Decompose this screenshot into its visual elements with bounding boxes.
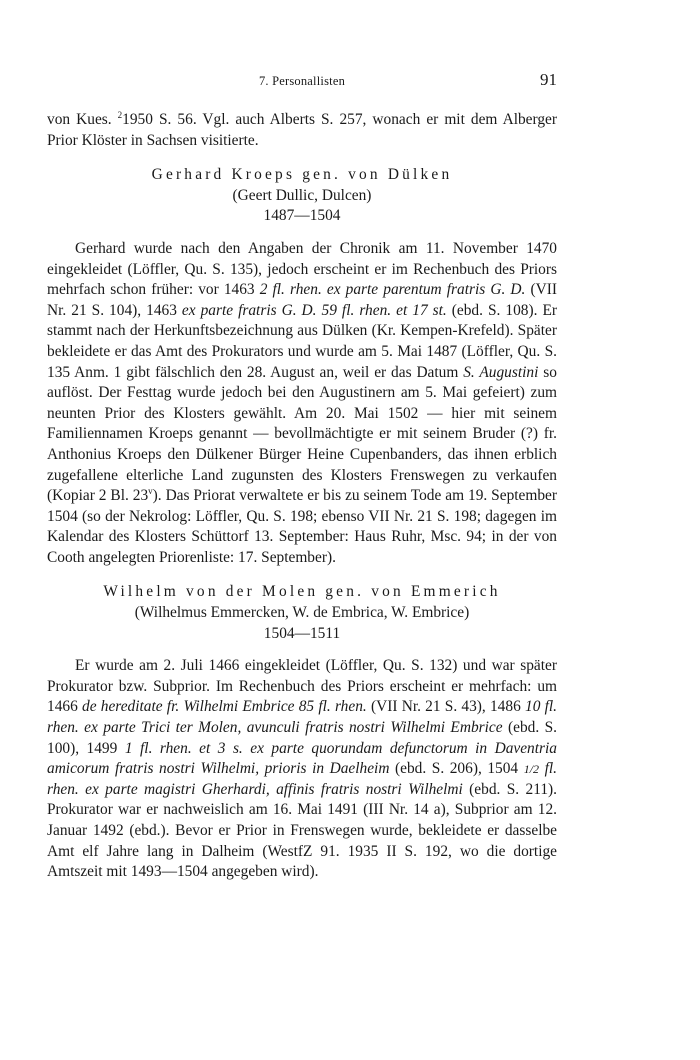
page-number: 91 xyxy=(540,70,557,89)
entry-name: Wilhelm von der Molen gen. von Emmerich xyxy=(103,583,501,601)
running-title: 7. Personallisten xyxy=(258,74,346,88)
entry-heading-wilhelm xyxy=(47,582,557,644)
entry-name-variants: (Geert Dullic, Dulcen) xyxy=(232,186,372,204)
entry-name-variants: (Wilhelmus Emmercken, W. de Embrica, W. Embrice) xyxy=(134,604,470,622)
entry-years: 1504—1511 xyxy=(263,624,341,642)
entry-text-gerhard: Gerhard wurde nach den Angaben der Chronik am 11. November 1470 eingekleidet (Löffler, Qu. S. 135), jedoch erscheint er im Rechenbuch des Priors mehrfach schon früher: vor 1463 2 fl. rhen. ex parte parentum fratris G. D. (VII Nr. 21 S. 104), 1463 ex parte fratris G. D. 59 fl. rhen. et 17 st. (ebd. S. 108). Er stammt nach der Herkunftsbezeichnung aus Dülken (Kr. Kempen-Krefeld). Später bekleidete er das Amt des Prokurators und wurde am 5. Mai 1487 (Löffler, Qu. S. 135 Anm. 1 gibt fälschlich den 28. August an, weil er das Datum S. Augustini so auflöst. Der Festtag wurde jedoch bei den Augustinern am 5. Mai gefeiert) zum neunten Prior des Klosters gewählt. Am 20. Mai 1502 — hier mit seinem Familiennamen Kroeps genannt — bevollmächtigte er mit seinem Bruder (?) fr. Anthonius Kroeps den Dülkener Bürger Heine Cupenbanders, das ihnen erblich zugefallene elterliche Land zugunsten des Klosters Frenswegen zu verkaufen (Kopiar 2 Bl. 23$^v$). Das Priorat verwaltete er bis zu seinem Tode am 19. September 1504 (so der Nekrolog: Löffler, Qu. S. 198; ebenso VII Nr. 21 S. 198; dagegen im Kalendar des Klosters Schüttorf 13. September: Haus Ruhr, Msc. 94; in der von Cooth angelegten Priorenliste: 17. September). xyxy=(47,239,557,566)
entry-name: Gerhard Kroeps gen. von Dülken xyxy=(151,166,453,184)
footnote-marker: 2 xyxy=(117,110,123,120)
entry-text-wilhelm: Er wurde am 2. Juli 1466 eingekleidet (Löffler, Qu. S. 132) und war später Prokurator bzw. Subprior. Im Rechenbuch des Priors erscheint er mehrfach: um 1466 de hereditate fr. Wilhelmi Embrice 85 fl. rhen. (VII Nr. 21 S. 43), 1486 10 fl. rhen. ex parte Trici ter Molen, avunculi fratris nostri Wilhelmi Embrice (ebd. S. 100), 1499 1 fl. rhen. et 3 s. ex parte quorundam defunctorum in Daventria amicorum fratris nostri Wilhelmi, prioris in Daelheim (ebd. S. 206), 1504 1/2 fl. rhen. ex parte magistri Gherhardi, affinis fratris nostri Wilhelmi (ebd. S. 211). Prokurator war er nachweislich am 16. Mai 1491 (III Nr. 14 a), Subprior am 12. Januar 1492 (ebd.). Bevor er Prior in Frenswegen wurde, bekleidete er dasselbe Amt elf Jahre lang in Dalheim (WestfZ 91. 1935 II S. 192, wo die dortige Amtszeit mit 1493—1504 angegeben wird). xyxy=(47,657,558,881)
page-body xyxy=(47,110,557,883)
entry-heading-gerhard xyxy=(47,165,557,227)
entry-years: 1487—1504 xyxy=(263,207,341,225)
page-header xyxy=(47,72,557,92)
continuation-paragraph: von Kues. $^2$1950 S. 56. Vgl. auch Alberts S. 257, wonach er mit dem Alberger Prior Klöster in Sachsen visitierte. xyxy=(47,110,557,149)
